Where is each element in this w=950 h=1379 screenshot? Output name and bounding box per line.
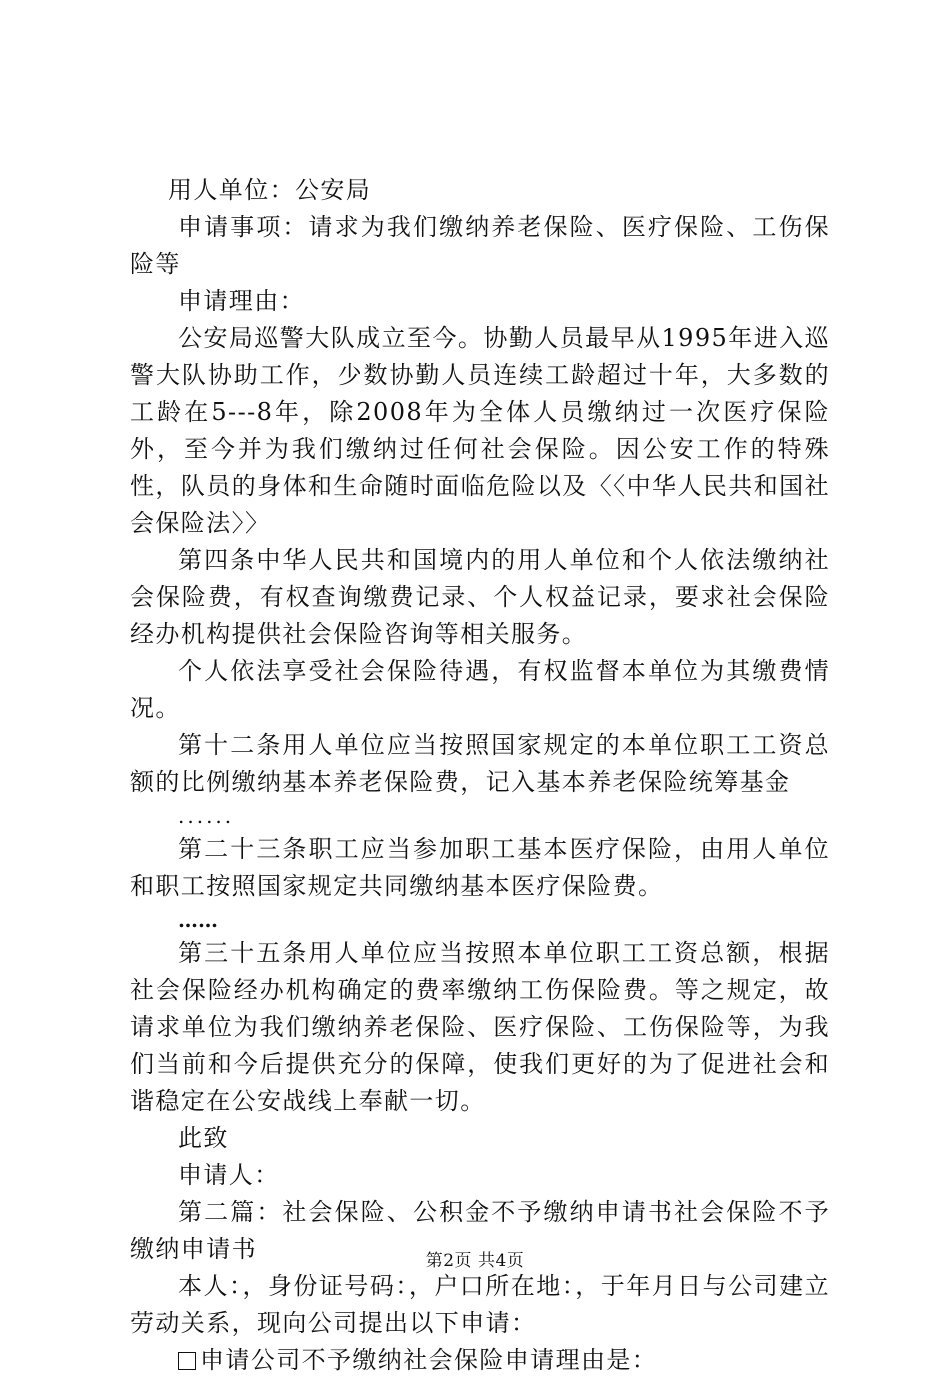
applicant-line: 申请人： xyxy=(178,1161,280,1189)
reason-heading: 申请理由： xyxy=(178,287,305,315)
document-body xyxy=(130,172,830,1379)
checkbox-label: 申请公司不予缴纳社会保险申请理由是： xyxy=(200,1346,658,1374)
article-4-paragraph: 第四条中华人民共和国境内的用人单位和个人依法缴纳社会保险费，有权查询缴费记录、个人权益记录，要求社会保险经办机构提供社会保险咨询等相关服务。 xyxy=(130,546,830,648)
page-footer: 第2页 共4页 xyxy=(425,1251,525,1271)
checkbox-icon[interactable] xyxy=(178,1352,196,1370)
ellipsis-2: …… xyxy=(178,908,218,932)
ellipsis-1: ...... xyxy=(178,804,235,828)
request-item-paragraph: 申请事项：请求为我们缴纳养老保险、医疗保险、工伤保险等 xyxy=(130,213,830,278)
article-12-paragraph: 第十二条用人单位应当按照国家规定的本单位职工工资总额的比例缴纳基本养老保险费，记入基本养老保险统筹基金 xyxy=(130,731,830,796)
checkbox-paragraph xyxy=(130,1342,830,1379)
employer-line: 用人单位：公安局 xyxy=(168,176,372,204)
article-23-paragraph: 第二十三条职工应当参加职工基本医疗保险，由用人单位和职工按照国家规定共同缴纳基本医疗保险费。 xyxy=(130,835,830,900)
part-two-title: 第二篇：社会保险、公积金不予缴纳申请书社会保险不予缴纳申请书 xyxy=(130,1198,830,1263)
article-35-paragraph: 第三十五条用人单位应当按照本单位职工工资总额，根据社会保险经办机构确定的费率缴纳工伤保险费。等之规定，故请求单位为我们缴纳养老保险、医疗保险、工伤保险等，为我们当前和今后提供充分的保障，使我们更好的为了促进社会和谐稳定在公安战线上奉献一切。 xyxy=(130,939,830,1115)
article-4-b-paragraph: 个人依法享受社会保险待遇，有权监督本单位为其缴费情况。 xyxy=(130,657,830,722)
reason-body-paragraph: 公安局巡警大队成立至今。协勤人员最早从1995年进入巡警大队协助工作，少数协勤人员连续工龄超过十年，大多数的工龄在5---8年，除2008年为全体人员缴纳过一次医疗保险外，至今并为我们缴纳过任何社会保险。因公安工作的特殊性，队员的身体和生命随时面临危险以及〈〈中华人民共和国社会保险法〉〉 xyxy=(130,324,830,537)
part-two-intro: 本人：，身份证号码：，户口所在地：，于年月日与公司建立劳动关系，现向公司提出以下申请： xyxy=(130,1272,830,1337)
salutation: 此致 xyxy=(178,1124,229,1152)
